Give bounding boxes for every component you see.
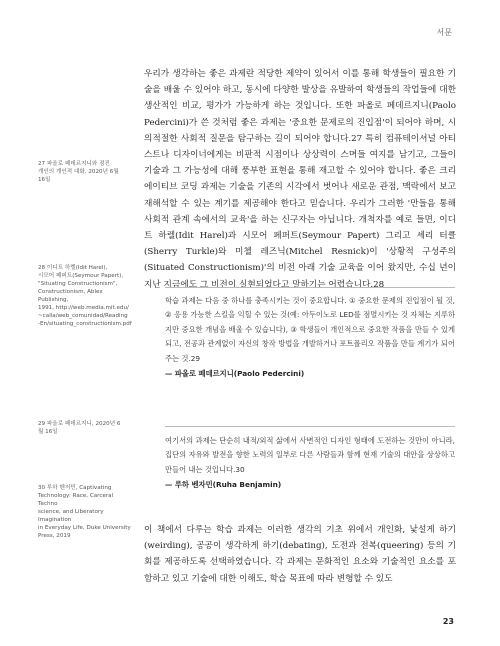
body-paragraph-2: 이 책에서 다루는 학습 과제는 이러한 생각의 기초 위에서 개인화, 낯설게 하기(weirding), 공공이 생각하게 하기(debating), 도전과 전복(queering) 등의 기회를 제공하도록 선택하였습니다. 각 과제는 문화적인 요소와 기술적인 요소를 포함하고 있고 기술에 대한 이해도, 학습 목표에 따라 변형할 수 있도 [144,525,456,584]
quote-attribution: — 파올로 페데르지니(Paolo Pedercini) [165,369,305,379]
sidenote-29: 29 파올로 페데르지니, 2020년 6 월 16일 [38,421,121,435]
sidenote-27: 27 파올로 페데르지니와 점진 개인의 개인적 대화, 2020년 6월 16일 [38,161,119,183]
quote-attribution: — 루하 벤자민(Ruha Benjamin) [165,480,282,490]
quote-text: 여기서의 과제는 단순히 내적/외적 삶에서 사변적인 디자인 형태에 도전하는 것만이 아니라, 집단의 자유와 발전을 향한 노력의 일부로 다른 사람들과 함께 현재 기술의 대안을 상상하고 만들어 내는 것입니다.30 [165,436,455,474]
quote-text: 학습 과제는 다음 중 하나를 충족시키는 것이 중요합니다. ① 중요한 문제의 진입점이 될 것, ② 응용 가능한 스킬을 익힐 수 있는 것(예: 아두이노로 LED를 점멸시키는 것 자체는 지루하지만 중요한 개념을 배울 수 있습니다), ③ 학생들이 개인적으로 중요한 작품을 만들 수 있게 되고, 전공과 관계없이 자신의 창작 방법을 개발하거나 포트폴리오 작품을 만들 계기가 되어 주는 것.29 [165,296,455,363]
sidenote-28: 28 이디트 하렐(Idit Harel), 시모어 페퍼트(Seymour Papert), "Situating Constructionism", Constructionism, Ablex Publishing, 1991, http://web.media.mit.edu/ ~calla/web_comunidad/Reading -En/situating_constructionism.pdf [38,265,132,327]
quote-divider-middle [165,426,455,427]
page-number: 23 [442,617,454,626]
quote-block-pedercini [165,294,455,381]
section-label: 서문 [436,28,452,37]
quote-block-benjamin [165,434,455,493]
sidenote-30: 30 루하 벤저민, Captivating Technology: Race, Carceral Techno science, and Liberatory Imagination in Everyday Life, Duke University Press, 2019 [38,485,131,539]
quote-divider-top [165,287,455,288]
body-paragraph-1: 우리가 생각하는 좋은 과제란 적당한 제약이 있어서 이를 통해 학생들이 필요한 기술을 배울 수 있어야 하고, 동시에 다양한 발상을 유발하여 학생들의 작업들에 대한 생산적인 비교, 평가가 가능하게 하는 것입니다. 또한 파올로 페데르지니(Paolo Pedercini)가 쓴 것처럼 좋은 과제는 '중요한 문제로의 진입점'이 되어야 하며, 시의적절한 사회적 질문을 탐구하는 길이 되어야 합니다.27 특히 컴퓨테이셔널 아티스트나 디자이너에게는 비판적 시점이나 상상력이 스며들 여지를 남기고, 그들이 기술과 그 가능성에 대해 풍부한 표현을 통해 재고할 수 있어야 합니다. 좋은 크리에이티브 코딩 과제는 기술을 기존의 시각에서 벗어나 새로운 관점, 맥락에서 보고 재해석할 수 있는 계기를 제공해야 한다고 믿습니다. 우리가 그러한 '만들음 통해 사회적 관계 속에서의 교육'을 하는 신구자는 아닙니다. 개척자를 예로 들면, 이디트 하렐(Idit Harel)과 시모어 페퍼트(Seymour Papert) 그리고 셰리 터클(Sherry Turkle)와 미첼 레즈닉(Mitchel Resnick)이 '상황적 구성주의(Situated Constructionism)'의 비전 아래 기술 교육을 이어 왔지만, 수십 년이 지난 지금에도 그 비전이 실현되었다고 말하기는 어렵습니다.28 [144,69,456,290]
